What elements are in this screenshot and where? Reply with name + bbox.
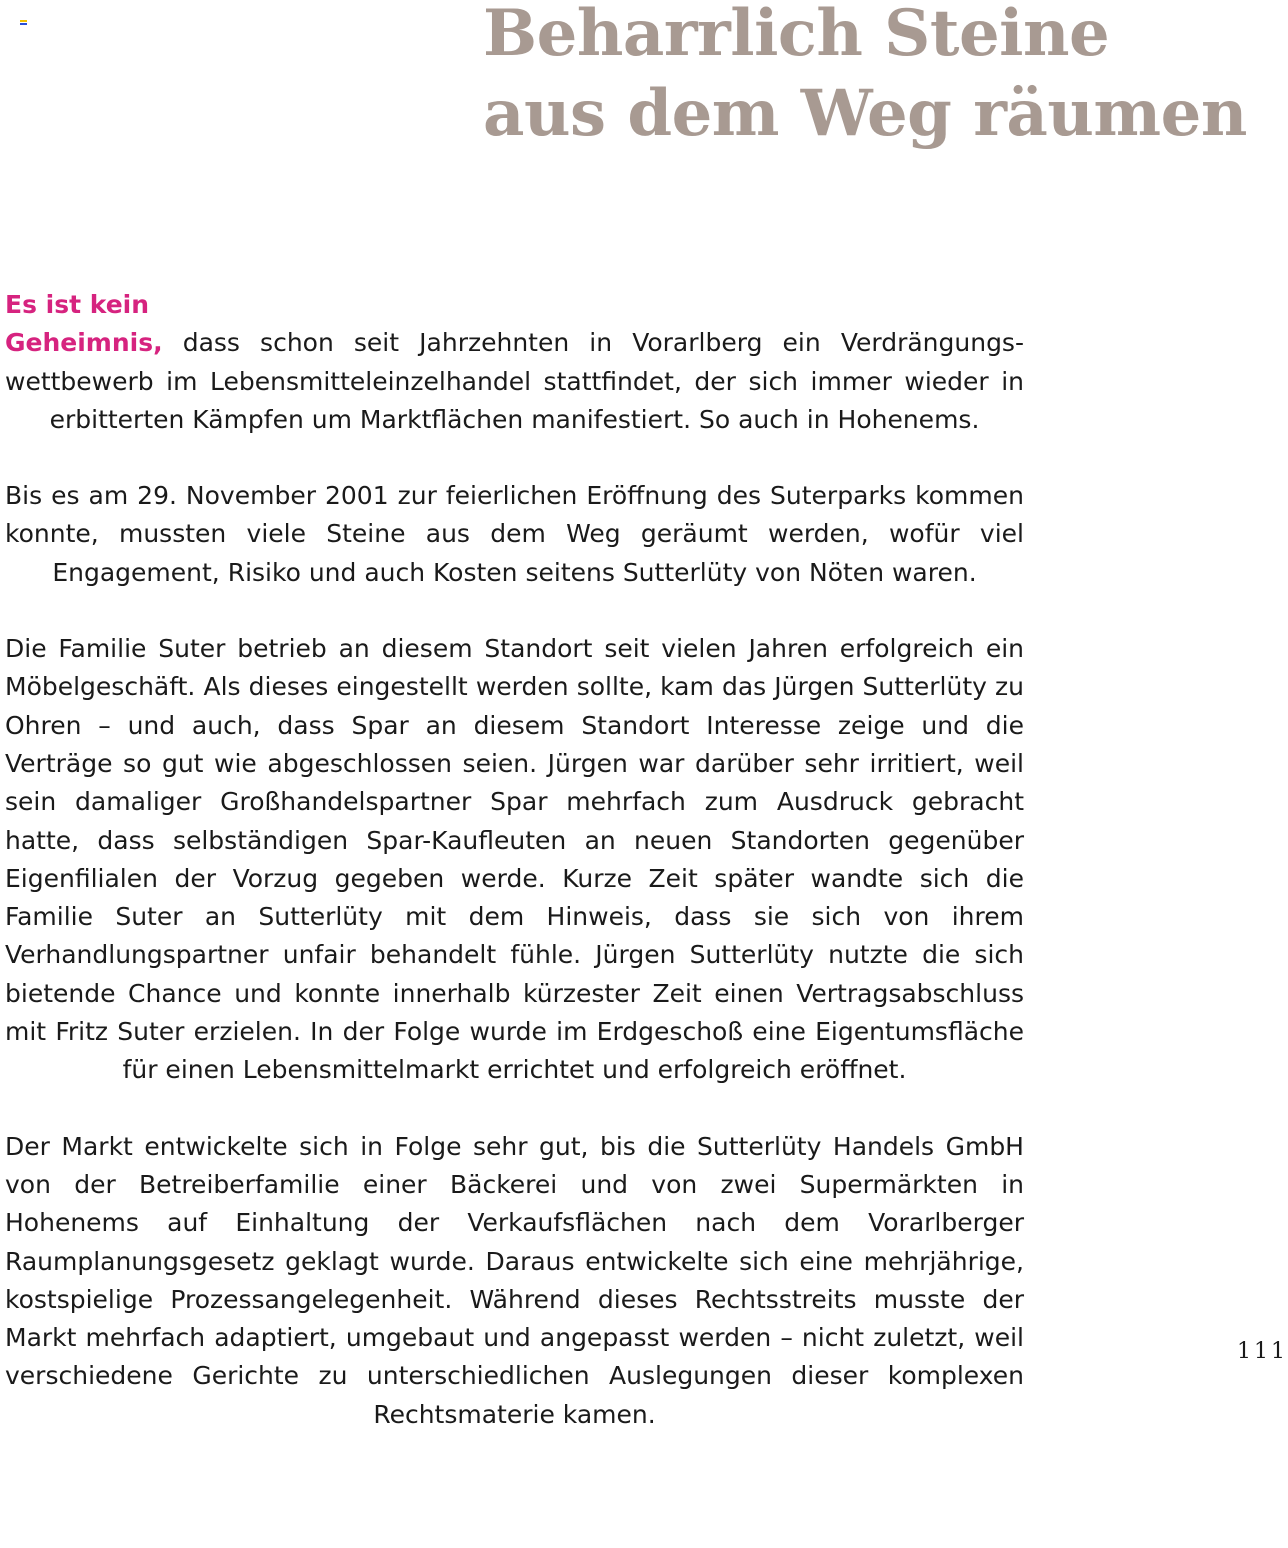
lead-line-2: Geheimnis, — [5, 328, 163, 358]
paragraph-2: Bis es am 29. November 2001 zur feierlichen Eröffnung des Suterparks kommen konnte, mussten viele Steine aus dem Weg geräumt werden, wofür viel Engagement, Risiko und auch Kosten seitens Sutterlüty von Nöten waren. — [5, 481, 1024, 587]
article-body — [5, 286, 1024, 1472]
paragraph-1 — [5, 286, 1024, 439]
paragraph-1-text: dass schon seit Jahrzehnten in Vorarlberg ein Verdrängungswettbewerb im Lebensmitteleinzelhandel stattfindet, der sich immer wieder in erbitterten Kämpfen um Marktflächen manifestiert. So auch in Hohenems. — [5, 328, 1024, 434]
page-title — [483, 0, 1247, 154]
paragraph-3: Die Familie Suter betrieb an diesem Standort seit vielen Jahren erfolgreich ein Möbelgeschäft. Als dieses eingestellt werden sollte, kam das Jürgen Sutterlüty zu Ohren – und auch, dass Spar an diesem Standort Interesse zeige und die Verträge so gut wie abgeschlossen seien. Jürgen war darüber sehr irritiert, weil sein damaliger Großhandelspartner Spar mehrfach zum Ausdruck gebracht hatte, dass selbständigen Spar-Kaufleuten an neuen Standorten gegenüber Eigenfilialen der Vorzug gegeben werde. Kurze Zeit später wandte sich die Familie Suter an Sutterlüty mit dem Hinweis, dass sie sich von ihrem Verhandlungspartner unfair behandelt fühle. Jürgen Sutterlüty nutzte die sich bietende Chance und konnte innerhalb kürzester Zeit einen Vertragsabschluss mit Fritz Suter erzielen. In der Folge wurde im Erdgeschoß eine Eigentumsfläche für einen Lebensmittelmarkt errichtet und erfolgreich eröffnet. — [5, 634, 1024, 1085]
title-line-2: aus dem Weg räumen — [483, 76, 1247, 151]
corner-mark-yellow — [20, 20, 27, 22]
corner-mark — [20, 20, 27, 26]
corner-mark-blue — [20, 23, 27, 25]
page-number: 111 — [1237, 1339, 1288, 1364]
lead-line-1: Es ist kein — [5, 290, 150, 319]
title-line-1: Beharrlich Steine — [483, 0, 1110, 71]
paragraph-4: Der Markt entwickelte sich in Folge sehr gut, bis die Sutterlüty Handels GmbH von der Betreiberfamilie einer Bäckerei und von zwei Supermärkten in Hohenems auf Einhaltung der Verkaufsflächen nach dem Vorarlberger Raumplanungsgesetz geklagt wurde. Daraus entwickelte sich eine mehrjährige, kostspielige Prozessangelegenheit. Während dieses Rechtsstreits musste der Markt mehrfach adaptiert, umgebaut und angepasst werden – nicht zuletzt, weil verschiedene Gerichte zu unterschiedlichen Auslegungen dieser komplexen Rechtsmaterie kamen. — [5, 1131, 1024, 1429]
